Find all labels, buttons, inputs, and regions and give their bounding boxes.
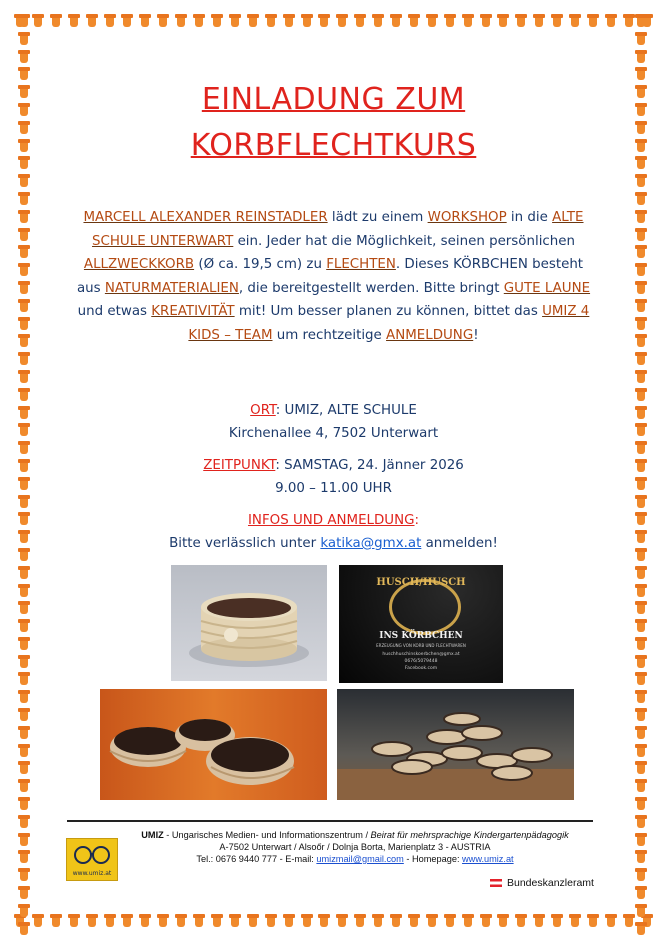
flower-pot-icon [390, 14, 402, 28]
flower-pot-icon [569, 914, 581, 928]
place-address: Kirchenallee 4, 7502 Unterwart [228, 426, 439, 441]
flower-pot-icon [50, 914, 62, 928]
flower-pot-icon [18, 317, 30, 331]
flower-pot-icon [283, 14, 295, 28]
flower-pot-icon [18, 797, 30, 811]
flower-pot-icon [635, 637, 647, 651]
flower-pot-icon [635, 334, 647, 348]
baskets-photo [100, 689, 327, 800]
flower-pot-icon [18, 922, 30, 936]
flower-pot-icon [635, 352, 647, 366]
contact-heading: INFOS UND ANMELDUNG: [247, 513, 420, 528]
flower-pot-icon [635, 690, 647, 704]
flower-pot-icon [462, 14, 474, 28]
flower-pot-icon [635, 619, 647, 633]
umiz-logo: www.umiz.at [66, 838, 118, 881]
flower-pot-icon [18, 281, 30, 295]
flower-pot-icon [635, 210, 647, 224]
flower-pot-icon [635, 370, 647, 384]
flower-pot-icon [193, 14, 205, 28]
flower-pot-icon [635, 761, 647, 775]
flower-pot-icon [50, 14, 62, 28]
flower-pot-icon [18, 67, 30, 81]
basket-photo [171, 565, 327, 681]
flower-pot-icon [139, 914, 151, 928]
flower-pot-icon [18, 815, 30, 829]
flower-pot-icon [121, 914, 133, 928]
flower-pot-icon [372, 914, 384, 928]
time-label: ZEITPUNKT [203, 458, 276, 473]
flower-pot-icon [635, 904, 647, 918]
flower-pot-icon [18, 886, 30, 900]
flower-pot-icon [635, 228, 647, 242]
flower-pot-icon [18, 370, 30, 384]
flower-pot-icon [372, 14, 384, 28]
flower-pot-icon [354, 14, 366, 28]
flower-pot-icon [635, 797, 647, 811]
flower-pot-icon [635, 708, 647, 722]
flower-pot-icon [283, 914, 295, 928]
flower-pot-icon [635, 67, 647, 81]
flower-pot-icon [623, 914, 635, 928]
flower-pot-icon [635, 566, 647, 580]
flower-pot-icon [635, 299, 647, 313]
flower-pot-icon [635, 281, 647, 295]
flower-pot-icon [18, 744, 30, 758]
flower-pot-icon [426, 914, 438, 928]
flower-pot-icon [18, 584, 30, 598]
flower-pot-icon [533, 914, 545, 928]
footer-contact: UMIZ - Ungarisches Medien- und Informationszentrum / Beirat für mehrsprachige Kindergartenpädagogik A-7502 Unterwart / Alsoőr / Dolnja Borta, Marienplatz 3 - AUSTRIA Tel.: 0676 9440 777 - E-mail: umizmail@gmail.com - Homepage: www.umiz.at [141, 830, 569, 864]
flower-pot-icon [635, 655, 647, 669]
flower-pot-icon [635, 192, 647, 206]
flower-pot-icon [444, 914, 456, 928]
flower-pot-icon [635, 726, 647, 740]
flower-pot-icon [18, 779, 30, 793]
flower-pot-icon [426, 14, 438, 28]
workshop-word: WORKSHOP [427, 210, 507, 225]
instructor-name: MARCELL ALEXANDER REINSTADLER [83, 210, 328, 225]
flower-pot-icon [18, 192, 30, 206]
contact-email-link[interactable]: katika@gmx.at [320, 536, 422, 551]
flower-pot-icon [635, 14, 647, 28]
flower-pot-icon [301, 14, 313, 28]
flower-pot-icon [18, 32, 30, 46]
flower-pot-icon [635, 886, 647, 900]
flower-pot-icon [18, 174, 30, 188]
flower-pot-icon [635, 50, 647, 64]
flower-pot-icon [533, 14, 545, 28]
contact-label: INFOS UND ANMELDUNG [247, 513, 415, 528]
flower-pot-icon [318, 914, 330, 928]
flower-pot-icon [635, 744, 647, 758]
flower-pot-icon [462, 914, 474, 928]
flower-pot-icon [635, 672, 647, 686]
flower-pot-icon [408, 14, 420, 28]
flower-pot-icon [605, 914, 617, 928]
flower-pot-icon [18, 868, 30, 882]
flower-pot-icon [175, 914, 187, 928]
invitation-text: MARCELL ALEXANDER REINSTADLER lädt zu einem WORKSHOP in die ALTE SCHULE UNTERWART ein. Jeder hat die Möglichkeit, seinen persönlichen ALLZWECKKORB (Ø ca. 19,5 cm) zu FLECHTEN. Dieses KÖRBCHEN besteht aus NATURMATERIALIEN, die bereitgestellt werden. Bitte bringt GUTE LAUNE und etwas KREATIVITÄT mit! Um besser planen zu können, bittet das UMIZ 4 KIDS – TEAM um rechtzeitige ANMELDUNG! [76, 210, 591, 343]
flower-pot-icon [635, 584, 647, 598]
flower-pot-icon [480, 914, 492, 928]
footer-divider [67, 820, 593, 822]
flower-pot-icon [211, 14, 223, 28]
decorative-border-top [14, 14, 653, 36]
time-hours: 9.00 – 11.00 UHR [275, 481, 392, 496]
flower-pot-icon [18, 850, 30, 864]
materials-word: NATURMATERIALIEN [104, 280, 239, 296]
flower-pot-icon [247, 914, 259, 928]
flower-pot-icon [635, 922, 647, 936]
flower-pot-icon [635, 32, 647, 46]
flower-pot-icon [635, 174, 647, 188]
flower-pot-icon [635, 263, 647, 277]
mood-word: GUTE LAUNE [503, 280, 591, 296]
flower-pot-icon [336, 914, 348, 928]
flower-pot-icon [247, 14, 259, 28]
flower-pot-icon [635, 601, 647, 615]
flower-pot-icon [211, 914, 223, 928]
flower-pot-icon [635, 850, 647, 864]
flower-pot-icon [121, 14, 133, 28]
flower-pot-icon [336, 14, 348, 28]
flower-pot-icon [301, 914, 313, 928]
card-subtitle: INS KÖRBCHEN [379, 631, 463, 641]
flower-pot-icon [587, 14, 599, 28]
austrian-flag-icon [490, 879, 502, 887]
flower-pot-icon [265, 14, 277, 28]
flower-pot-icon [18, 904, 30, 918]
flower-pot-icon [18, 637, 30, 651]
flower-pot-icon [18, 761, 30, 775]
flower-pot-icon [68, 914, 80, 928]
flower-pot-icon [605, 14, 617, 28]
ministry-logo: Bundeskanzleramt [490, 877, 594, 889]
flower-pot-icon [444, 14, 456, 28]
flower-pot-icon [635, 815, 647, 829]
contact-line: Bitte verlässlich unter katika@gmx.at anmelden! [169, 536, 498, 551]
venue-name: ALTE SCHULE UNTERWART [92, 210, 584, 249]
title-line-1: EINLADUNG ZUM [201, 82, 466, 117]
flower-pot-icon [354, 914, 366, 928]
flower-pot-icon [175, 14, 187, 28]
team-name: UMIZ 4 KIDS – TEAM [188, 304, 590, 343]
flower-pot-icon [480, 14, 492, 28]
flower-pot-icon [68, 14, 80, 28]
flower-pot-icon [18, 708, 30, 722]
flower-pot-icon [390, 914, 402, 928]
flower-pot-icon [497, 14, 509, 28]
business-card-image: HUSCH/HUSCH INS KÖRBCHEN ERZEUGUNG VON KORB UND FLECHTWAREN huschhuschinskoerbchen@gmx.at 0676/5079448 Facebook.com [339, 565, 503, 683]
flower-pot-icon [18, 672, 30, 686]
flower-pot-icon [515, 914, 527, 928]
flower-pot-icon [18, 833, 30, 847]
flower-pot-icon [157, 14, 169, 28]
flower-pot-icon [18, 50, 30, 64]
flower-pot-icon [229, 14, 241, 28]
title-line-2: KORBFLECHTKURS [190, 128, 477, 163]
weave-word: FLECHTEN [326, 257, 396, 272]
flower-pot-icon [18, 352, 30, 366]
flower-pot-icon [587, 914, 599, 928]
flower-pot-icon [229, 914, 241, 928]
flower-pot-icon [18, 210, 30, 224]
flower-pot-icon [318, 14, 330, 28]
card-title: HUSCH/HUSCH [376, 577, 466, 588]
flower-pot-icon [18, 228, 30, 242]
flower-pot-icon [265, 914, 277, 928]
flower-pot-icon [635, 833, 647, 847]
place-label: ORT [250, 403, 276, 418]
footer-website-link[interactable]: www.umiz.at [462, 854, 514, 864]
flower-pot-icon [18, 601, 30, 615]
creativity-word: KREATIVITÄT [151, 304, 235, 319]
flower-pot-icon [515, 14, 527, 28]
flower-pot-icon [18, 263, 30, 277]
flower-pot-icon [104, 14, 116, 28]
place-line: ORT: UMIZ, ALTE SCHULE [250, 403, 417, 418]
flower-pot-icon [635, 868, 647, 882]
stacked-baskets-photo [337, 689, 574, 800]
basket-word: ALLZWECKKORB [83, 257, 195, 272]
flower-pot-icon [139, 14, 151, 28]
flower-pot-icon [18, 334, 30, 348]
flower-pot-icon [569, 14, 581, 28]
flower-pot-icon [551, 914, 563, 928]
flower-pot-icon [551, 14, 563, 28]
flower-pot-icon [86, 14, 98, 28]
flower-pot-icon [18, 690, 30, 704]
time-line: ZEITPUNKT: SAMSTAG, 24. Jänner 2026 [203, 458, 464, 473]
flower-pot-icon [18, 245, 30, 259]
decorative-border-bottom [14, 914, 653, 936]
flower-pot-icon [18, 655, 30, 669]
flower-pot-icon [18, 566, 30, 580]
flower-pot-icon [18, 14, 30, 28]
flower-pot-icon [104, 914, 116, 928]
flower-pot-icon [18, 299, 30, 313]
flower-pot-icon [635, 779, 647, 793]
flower-pot-icon [635, 245, 647, 259]
flower-pot-icon [497, 914, 509, 928]
registration-word: ANMELDUNG [386, 327, 474, 343]
flower-pot-icon [408, 914, 420, 928]
flower-pot-icon [18, 619, 30, 633]
flower-pot-icon [18, 726, 30, 740]
flower-pot-icon [193, 914, 205, 928]
footer-email-link[interactable]: umizmail@gmail.com [316, 854, 404, 864]
flower-pot-icon [623, 14, 635, 28]
flower-pot-icon [157, 914, 169, 928]
flower-pot-icon [86, 914, 98, 928]
flower-pot-icon [635, 317, 647, 331]
